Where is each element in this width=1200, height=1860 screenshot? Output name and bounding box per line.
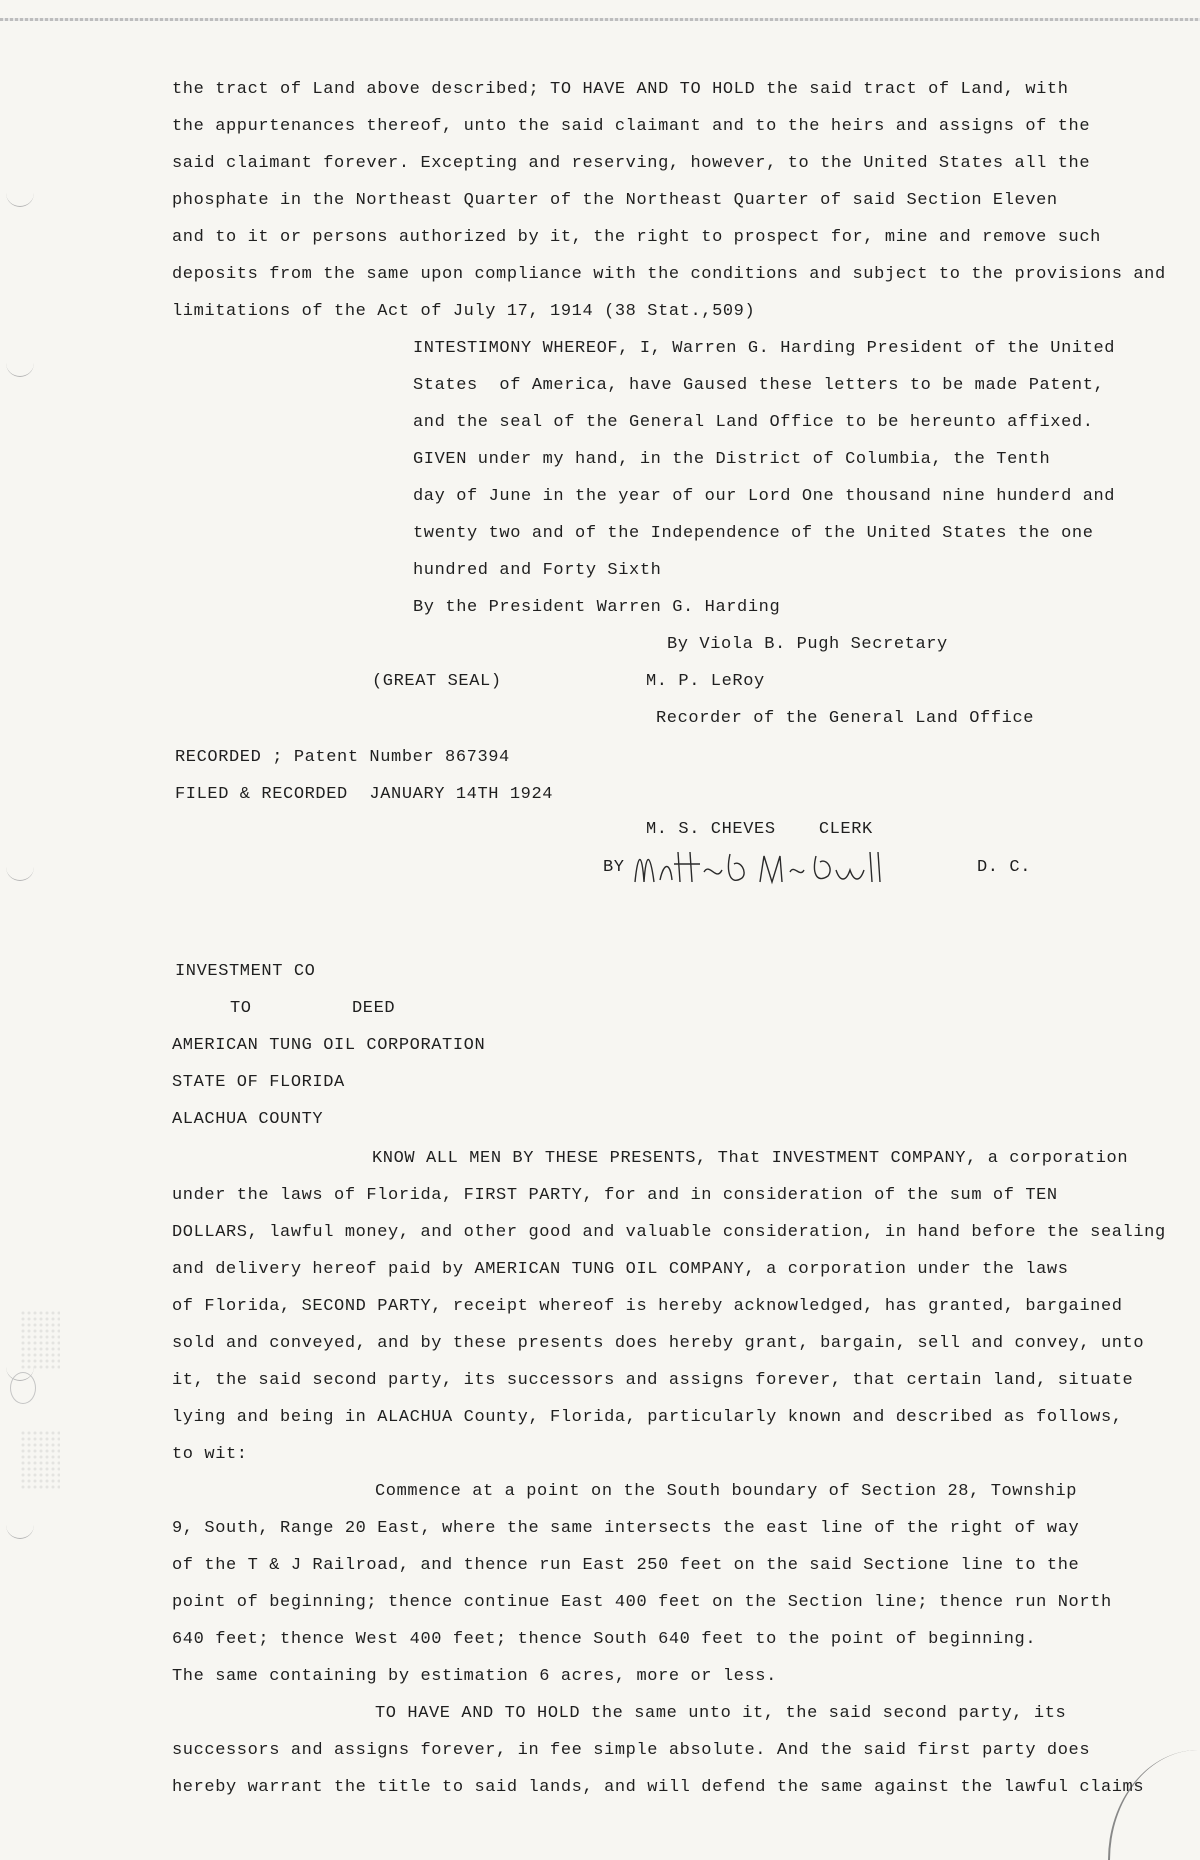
to-heading: TO: [230, 999, 252, 1018]
text-line: and the seal of the General Land Office to be hereunto affixed.: [413, 413, 1094, 432]
text-line: under the laws of Florida, FIRST PARTY, for and in consideration of the sum of TEN: [172, 1186, 1058, 1205]
text-line: and delivery hereof paid by AMERICAN TUNG OIL COMPANY, a corporation under the laws: [172, 1260, 1069, 1279]
text-line: point of beginning; thence continue East 400 feet on the Section line; thence run North: [172, 1593, 1112, 1612]
signature-secretary: By Viola B. Pugh Secretary: [667, 635, 948, 654]
binder-holes: [6, 0, 42, 1860]
text-line: hereby warrant the title to said lands, and will defend the same against the lawful claims: [172, 1778, 1145, 1797]
text-line: to wit:: [172, 1445, 248, 1464]
recorder-title: Recorder of the General Land Office: [656, 709, 1035, 728]
text-line: and to it or persons authorized by it, the right to prospect for, mine and remove such: [172, 228, 1101, 247]
recorder-name: M. P. LeRoy: [646, 672, 765, 691]
top-edge-line: [0, 18, 1200, 21]
text-line: of Florida, SECOND PARTY, receipt whereof is hereby acknowledged, has granted, bargained: [172, 1297, 1123, 1316]
text-line: phosphate in the Northeast Quarter of the Northeast Quarter of said Section Eleven: [172, 191, 1058, 210]
text-line: it, the said second party, its successors and assigns forever, that certain land, situate: [172, 1371, 1134, 1390]
text-line: limitations of the Act of July 17, 1914 (38 Stat.,509): [172, 302, 756, 321]
text-line: said claimant forever. Excepting and reserving, however, to the United States all the: [172, 154, 1091, 173]
text-line: sold and conveyed, and by these presents does hereby grant, bargain, sell and convey, unto: [172, 1334, 1145, 1353]
text-line: hundred and Forty Sixth: [413, 561, 662, 580]
binder-hole: [6, 1520, 34, 1539]
text-line: successors and assigns forever, in fee simple absolute. And the said first party does: [172, 1741, 1091, 1760]
punched-hole: [10, 1372, 36, 1404]
page-curl: [1108, 1750, 1200, 1860]
filed-recorded-date: FILED & RECORDED JANUARY 14TH 1924: [175, 785, 554, 804]
recorded-patent-number: RECORDED ; Patent Number 867394: [175, 748, 510, 767]
text-line: By the President Warren G. Harding: [413, 598, 781, 617]
text-line: the tract of Land above described; TO HAVE AND TO HOLD the said tract of Land, with: [172, 80, 1069, 99]
text-line: lying and being in ALACHUA County, Florida, particularly known and described as follows,: [172, 1408, 1123, 1427]
text-line: Commence at a point on the South boundary of Section 28, Township: [375, 1482, 1078, 1501]
deed-heading: DEED: [352, 999, 396, 1018]
text-line: DOLLARS, lawful money, and other good and valuable consideration, in hand before the sealing: [172, 1223, 1166, 1242]
great-seal-label: (GREAT SEAL): [372, 672, 502, 691]
text-line: 640 feet; thence West 400 feet; thence South 640 feet to the point of beginning.: [172, 1630, 1037, 1649]
deputy-clerk-label: D. C.: [977, 858, 1032, 877]
binder-hole: [6, 862, 34, 881]
text-line: 9, South, Range 20 East, where the same intersects the east line of the right of way: [172, 1519, 1080, 1538]
text-line: INTESTIMONY WHEREOF, I, Warren G. Harding President of the United: [413, 339, 1116, 358]
scan-smudge: [20, 1310, 60, 1370]
text-line: The same containing by estimation 6 acres, more or less.: [172, 1667, 777, 1686]
text-line: TO HAVE AND TO HOLD the same unto it, the said second party, its: [375, 1704, 1067, 1723]
binder-hole: [6, 188, 34, 207]
text-line: of the T & J Railroad, and thence run East 250 feet on the said Sectione line to the: [172, 1556, 1080, 1575]
text-line: States of America, have Gaused these letters to be made Patent,: [413, 376, 1105, 395]
handwritten-signature: [630, 842, 890, 892]
text-line: deposits from the same upon compliance with the conditions and subject to the provisions and: [172, 265, 1166, 284]
text-line: the appurtenances thereof, unto the said claimant and to the heirs and assigns of the: [172, 117, 1091, 136]
binder-hole: [6, 358, 34, 377]
text-line: day of June in the year of our Lord One thousand nine hunderd and: [413, 487, 1116, 506]
by-label: BY: [603, 858, 625, 877]
grantor-heading: INVESTMENT CO: [175, 962, 316, 981]
state-heading: STATE OF FLORIDA: [172, 1073, 345, 1092]
text-line: twenty two and of the Independence of the United States the one: [413, 524, 1094, 543]
scan-smudge: [20, 1430, 60, 1490]
grantee-heading: AMERICAN TUNG OIL CORPORATION: [172, 1036, 486, 1055]
county-heading: ALACHUA COUNTY: [172, 1110, 324, 1129]
text-line: KNOW ALL MEN BY THESE PRESENTS, That INVESTMENT COMPANY, a corporation: [372, 1149, 1129, 1168]
clerk-name: M. S. CHEVES CLERK: [646, 820, 873, 839]
text-line: GIVEN under my hand, in the District of Columbia, the Tenth: [413, 450, 1051, 469]
